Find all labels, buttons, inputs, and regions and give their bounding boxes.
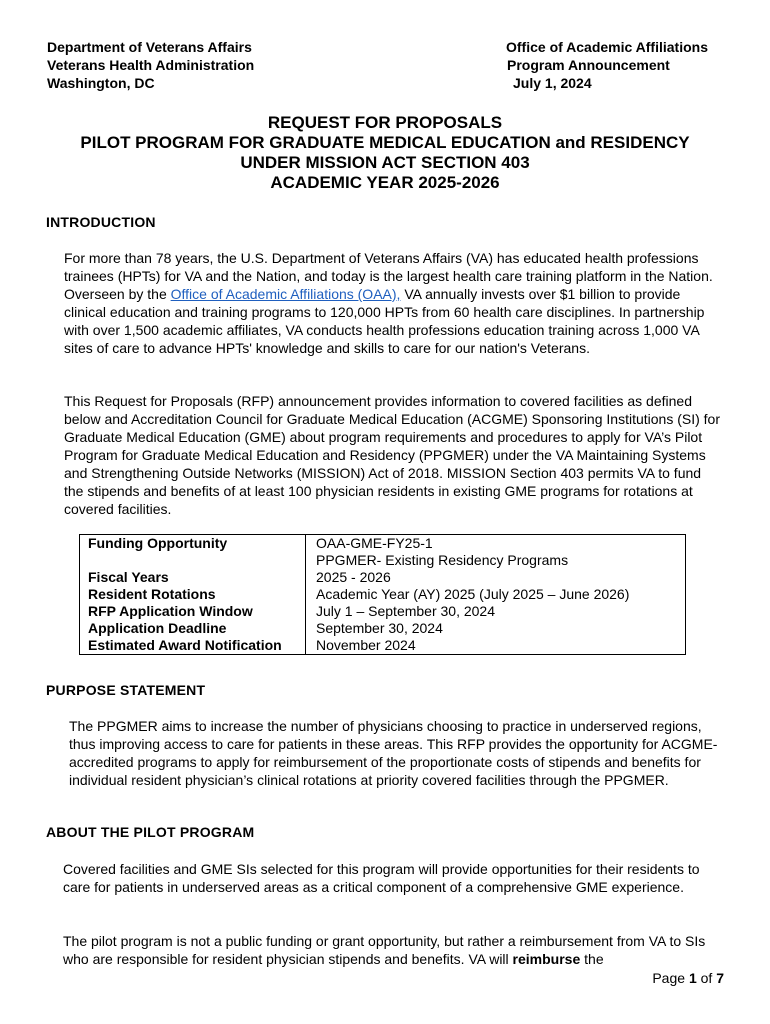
table-value: Academic Year (AY) 2025 (July 2025 – June 2026): [306, 586, 686, 603]
funding-table: [79, 534, 686, 655]
table-row: [80, 552, 686, 569]
table-label: [80, 552, 306, 569]
about-heading: ABOUT THE PILOT PROGRAM: [46, 824, 255, 840]
table-value: November 2024: [306, 637, 686, 655]
about-paragraph-1: Covered facilities and GME SIs selected for this program will provide opportunities for their residents to care for patients in underserved areas as a critical component of a comprehensive GME experience.: [63, 861, 700, 895]
table-row: [80, 603, 686, 620]
header-left: [47, 38, 254, 92]
header-date: July 1, 2024: [513, 75, 592, 91]
about-paragraph-2: [63, 932, 723, 968]
table-value: PPGMER- Existing Residency Programs: [306, 552, 686, 569]
table-label: Funding Opportunity: [80, 535, 306, 553]
header-department: Department of Veterans Affairs: [47, 39, 252, 55]
table-label: Fiscal Years: [80, 569, 306, 586]
title-line-2: PILOT PROGRAM FOR GRADUATE MEDICAL EDUCATION and RESIDENCY: [80, 133, 690, 152]
about-bold-word: reimburse: [512, 951, 581, 967]
table-row: [80, 535, 686, 553]
table-row: [80, 569, 686, 586]
table-value: September 30, 2024: [306, 620, 686, 637]
introduction-paragraph-1: [64, 249, 724, 357]
table-row: [80, 637, 686, 655]
introduction-heading: INTRODUCTION: [46, 214, 156, 230]
table-label: Application Deadline: [80, 620, 306, 637]
title-line-3: UNDER MISSION ACT SECTION 403: [240, 153, 530, 172]
oaa-link[interactable]: Office of Academic Affiliations (OAA),: [170, 286, 401, 302]
purpose-paragraph: The PPGMER aims to increase the number of physicians choosing to practice in underserved regions, thus improving access to care for patients in these areas. This RFP provides the opportunity for ACGME-accredited programs to apply for reimbursement of the proportionate costs of stipends and benefits for individual resident physician’s clinical rotations at priority covered facilities through the PPGMER.: [69, 718, 718, 788]
table-label: Estimated Award Notification: [80, 637, 306, 655]
table-value: July 1 – September 30, 2024: [306, 603, 686, 620]
page-current: 1: [688, 970, 697, 986]
table-value: OAA-GME-FY25-1: [306, 535, 686, 553]
header-office: Office of Academic Affiliations: [506, 39, 708, 55]
intro-text-b: VA annually invests over $1 billion to provide clinical education and training programs to 120,000 HPTs from 60 health care disciplines. In partnership with over 1,500 academic affiliates, VA conducts health professions education training across 1,000 VA sites of care to advance HPTs' knowledge and skills to care for our nation's Veterans.: [64, 286, 705, 356]
header-doc-type: Program Announcement: [507, 57, 670, 73]
page-middle: of: [696, 970, 717, 986]
table-label: Resident Rotations: [80, 586, 306, 603]
page-prefix: Page: [652, 970, 689, 986]
page-total: 7: [716, 970, 724, 986]
page-number: [652, 970, 724, 986]
intro-text-a: For more than 78 years, the U.S. Department of Veterans Affairs (VA) has educated health professions trainees (HPTs) for VA and the Nation, and today is the largest health care training platform in the Nation. Overseen by the: [64, 250, 713, 302]
header-administration: Veterans Health Administration: [47, 57, 255, 73]
about-text-b: the: [580, 951, 604, 967]
header-right: [506, 38, 708, 92]
document-title: [0, 113, 770, 193]
table-row: [80, 620, 686, 637]
introduction-paragraph-2: This Request for Proposals (RFP) announcement provides information to covered facilities as defined below and Accreditation Council for Graduate Medical Education (ACGME) Sponsoring Institutions (SI) for Graduate Medical Education (GME) about program requirements and procedures to apply for VA’s Pilot Program for Graduate Medical Education and Residency (PPGMER) under the VA Maintaining Systems and Strengthening Outside Networks (MISSION) Act of 2018. MISSION Section 403 permits VA to fund the stipends and benefits of at least 100 physician residents in existing GME programs for rotations at covered facilities.: [64, 393, 720, 517]
table-row: [80, 586, 686, 603]
table-value: 2025 - 2026: [306, 569, 686, 586]
table-label: RFP Application Window: [80, 603, 306, 620]
purpose-heading: PURPOSE STATEMENT: [46, 682, 206, 698]
header-location: Washington, DC: [47, 75, 155, 91]
title-line-4: ACADEMIC YEAR 2025-2026: [270, 173, 500, 192]
about-text-a: The pilot program is not a public funding or grant opportunity, but rather a reimbursement from VA to SIs who are responsible for resident physician stipends and benefits. VA will: [63, 933, 706, 967]
title-line-1: REQUEST FOR PROPOSALS: [267, 113, 503, 132]
